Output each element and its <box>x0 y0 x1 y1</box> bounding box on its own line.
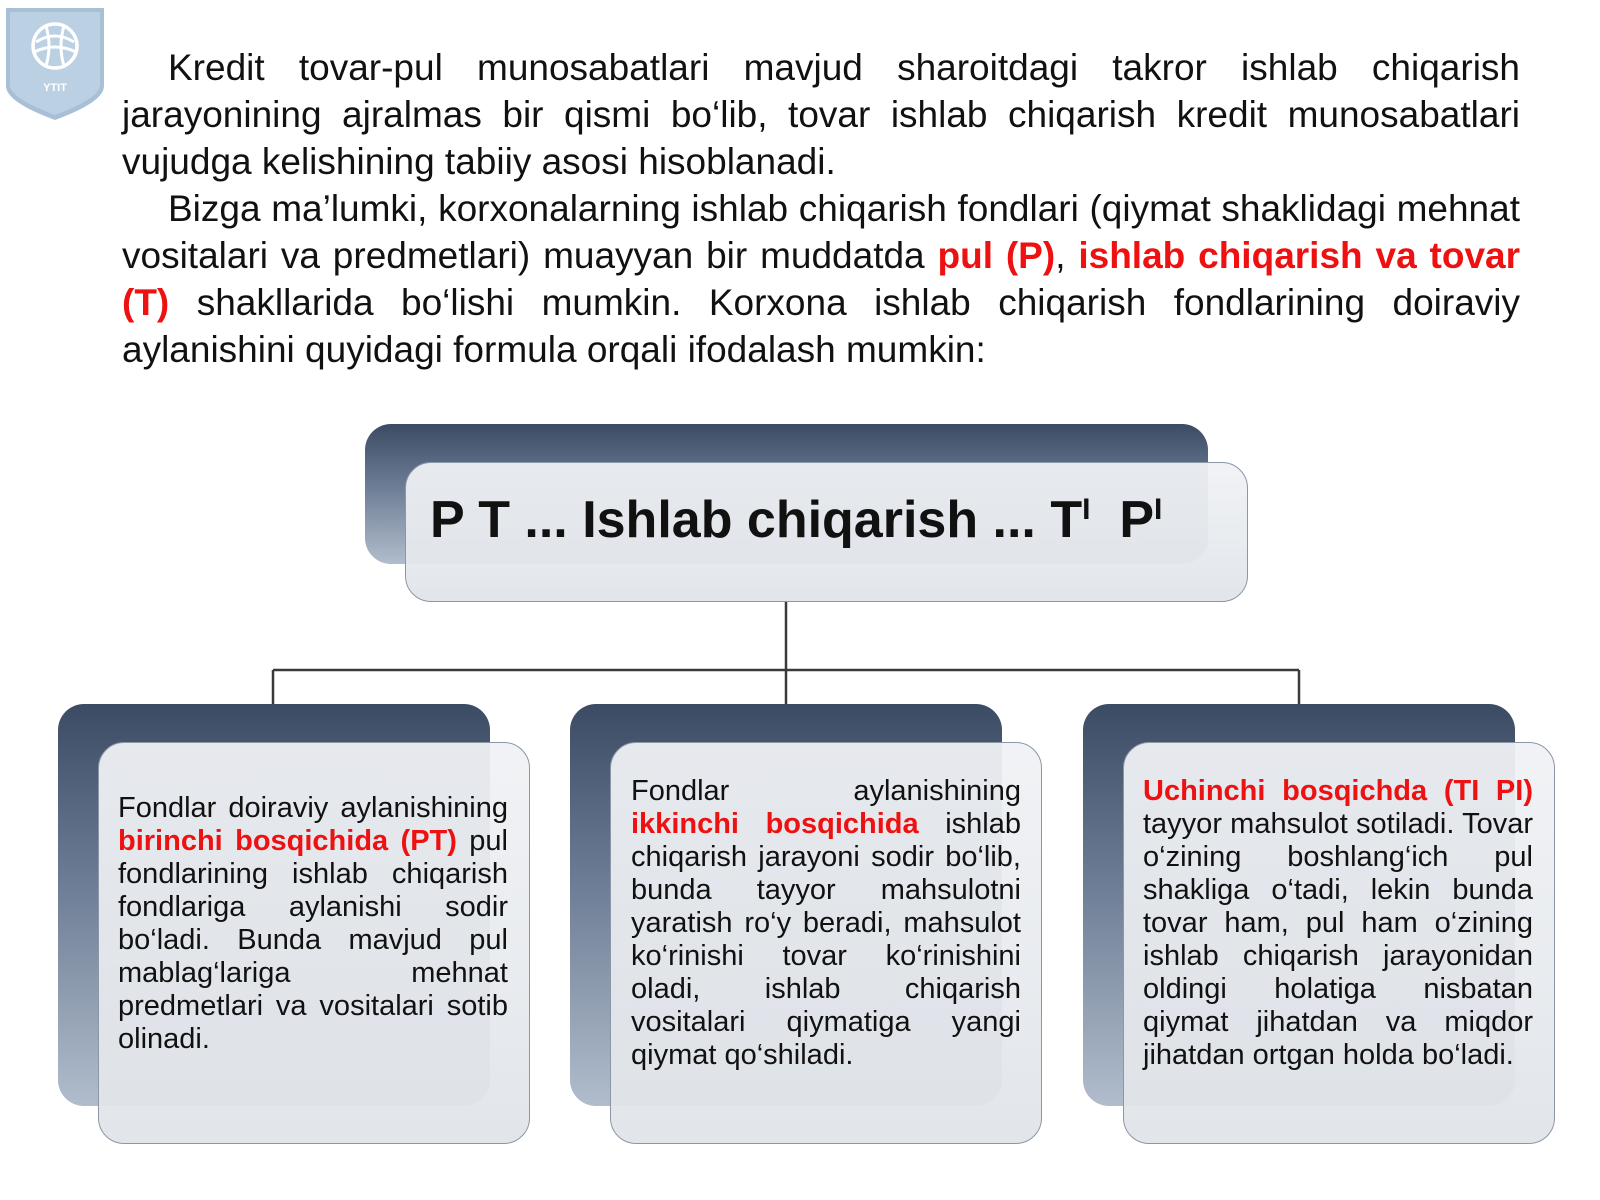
svg-text:YTIT: YTIT <box>43 82 67 94</box>
stage-1-highlight: birinchi bosqichida (PT) <box>118 825 457 857</box>
stage-2-text: Fondlar aylanishining ikkinchi bosqichida ishlab chiqarish jarayoni sodir bo‘lib, bunda tayyor mahsulotni yaratish ro‘y beradi, mahsulot ko‘rinishi tovar ko‘rinishini oladi, ishlab chiqarish vositalari qiymatiga yangi qiymat qo‘shiladi. <box>631 775 1021 1071</box>
highlight-pul: pul (P) <box>937 235 1056 276</box>
stage-3-text: Uchinchi bosqichda (TI PI) tayyor mahsulot sotiladi. Tovar o‘zining boshlang‘ich pul shakliga o‘tadi, lekin bunda tovar ham, pul ham o‘zining ishlab chiqarish jarayonidan oldingi holatiga nisbatan qiymat jihatdan va miqdor jihatdan ortgan holda bo‘ladi. <box>1143 775 1533 1071</box>
circulation-formula: P T ... Ishlab chiqarish ... $T^I$ $P^I$ <box>430 491 1163 549</box>
highlight-tovar: ishlab chiqarish va tovar (T) <box>122 235 1520 323</box>
intro-paragraph-1: Kredit tovar-pul munosabatlari mavjud sharoitdagi takror ishlab chiqarish jarayonining ajralmas bir qismi bo‘lib, tovar ishlab chiqarish kredit munosabatlari vujudga kelishining tabiiy asosi hisoblanadi. <box>122 47 1520 182</box>
stage-2-highlight: ikkinchi bosqichida <box>631 808 919 840</box>
intro-paragraph-2: Bizga ma’lumki, korxonalarning ishlab chiqarish fondlari (qiymat shaklidagi mehnat vositalari va predmetlari) muayyan bir muddatda pul (P), ishlab chiqarish va tovar (T) shakllarida bo‘lishi mumkin. Korxona ishlab chiqarish fondlarining doiraviy aylanishini quyidagi formula orqali ifodalash mumkin: <box>122 188 1520 370</box>
stage-3-highlight: Uchinchi bosqichda (TI PI) <box>1143 775 1533 807</box>
stage-1-text: Fondlar doiraviy aylanishining birinchi bosqichida (PT) pul fondlarining ishlab chiqarish fondlariga aylanishi sodir bo‘ladi. Bunda mavjud pul mablag‘lariga mehnat predmetlari va vositalari sotib olinadi. <box>118 792 508 1055</box>
